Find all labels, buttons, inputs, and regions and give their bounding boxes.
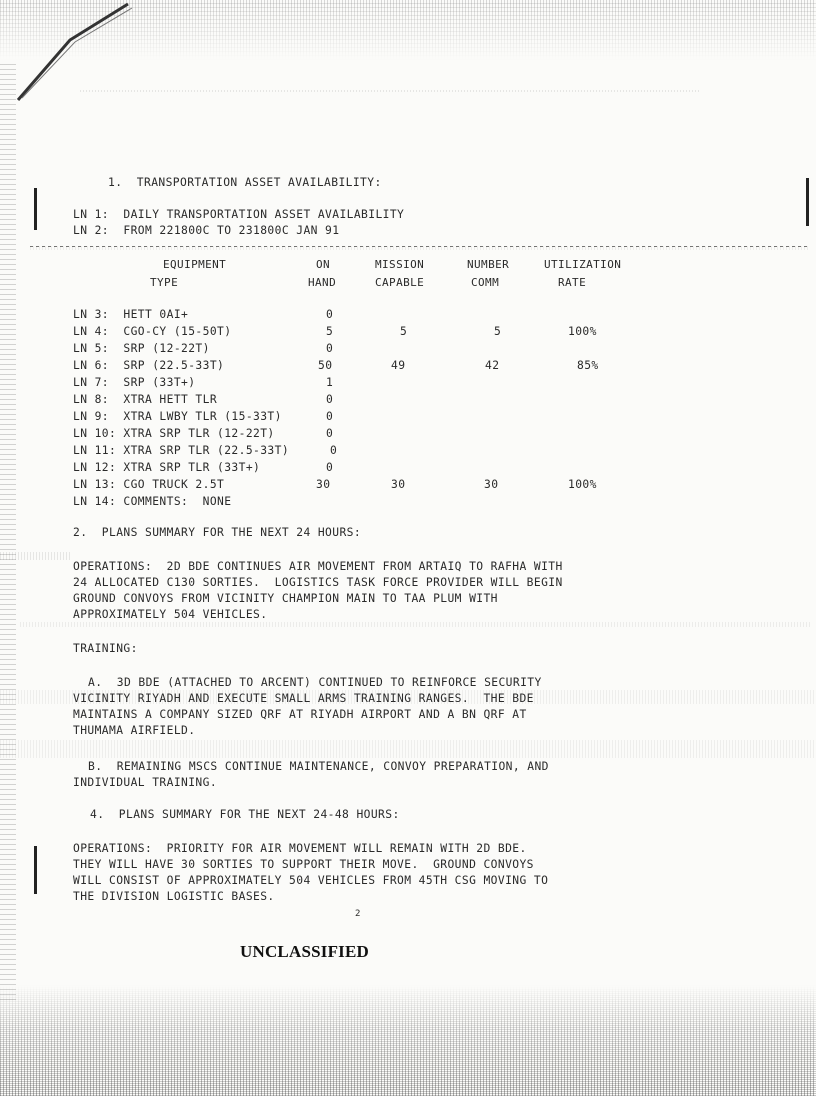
section4-operations-line-3: WILL CONSIST OF APPROXIMATELY 504 VEHICLES FROM 45TH CSG MOVING TO: [73, 874, 549, 887]
header-equipment-1: EQUIPMENT: [163, 258, 227, 271]
scan-noise-header: [30, 246, 810, 250]
row-on-hand: 5: [326, 325, 334, 338]
margin-bracket-left-top: [34, 188, 37, 230]
margin-bracket-left-bottom: [34, 846, 37, 894]
row-number: 42: [485, 359, 500, 372]
section4-operations-line-1: OPERATIONS: PRIORITY FOR AIR MOVEMENT WILL REMAIN WITH 2D BDE.: [73, 842, 527, 855]
row-label: LN 9: XTRA LWBY TLR (15-33T): [73, 410, 282, 423]
operations-line-1: OPERATIONS: 2D BDE CONTINUES AIR MOVEMENT FROM ARTAIQ TO RAFHA WITH: [73, 560, 563, 573]
row-label: LN 7: SRP (33T+): [73, 376, 196, 389]
section1-line-2: LN 2: FROM 221800C TO 231800C JAN 91: [73, 224, 340, 237]
operations-line-2: 24 ALLOCATED C130 SORTIES. LOGISTICS TASK FORCE PROVIDER WILL BEGIN: [73, 576, 563, 589]
row-rate: 85%: [577, 359, 599, 372]
row-on-hand: 0: [326, 308, 334, 321]
row-label: LN 3: HETT 0AI+: [73, 308, 189, 321]
header-number-1: NUMBER: [467, 258, 510, 271]
row-label: LN 12: XTRA SRP TLR (33T+): [73, 461, 261, 474]
row-on-hand: 1: [326, 376, 334, 389]
row-on-hand: 0: [326, 461, 334, 474]
row-label: LN 14: COMMENTS: NONE: [73, 495, 232, 508]
training-a-line-4: THUMAMA AIRFIELD.: [73, 724, 196, 737]
row-label: LN 11: XTRA SRP TLR (22.5-33T): [73, 444, 290, 457]
training-a-line-1: A. 3D BDE (ATTACHED TO ARCENT) CONTINUED TO REINFORCE SECURITY: [88, 676, 542, 689]
row-number: 5: [494, 325, 502, 338]
scan-noise-mid-3: [0, 690, 816, 704]
scan-noise-mid-4: [0, 740, 816, 758]
row-on-hand: 0: [330, 444, 338, 457]
section1-heading: 1. TRANSPORTATION ASSET AVAILABILITY:: [108, 176, 382, 189]
section4-operations-line-4: THE DIVISION LOGISTIC BASES.: [73, 890, 275, 903]
scan-noise-band: [80, 90, 700, 92]
row-on-hand: 30: [316, 478, 331, 491]
section4-heading: 4. PLANS SUMMARY FOR THE NEXT 24-48 HOURS:: [90, 808, 400, 821]
row-mission: 49: [391, 359, 406, 372]
row-label: LN 6: SRP (22.5-33T): [73, 359, 225, 372]
row-rate: 100%: [568, 478, 597, 491]
scan-noise-mid-2: [20, 622, 810, 627]
operations-line-4: APPROXIMATELY 504 VEHICLES.: [73, 608, 268, 621]
training-a-line-3: MAINTAINS A COMPANY SIZED QRF AT RIYADH AIRPORT AND A BN QRF AT: [73, 708, 527, 721]
classification-marking: UNCLASSIFIED: [240, 942, 369, 961]
scan-noise-bottom: [0, 985, 816, 1096]
row-label: LN 5: SRP (12-22T): [73, 342, 210, 355]
row-label: LN 13: CGO TRUCK 2.5T: [73, 478, 225, 491]
header-number-2: COMM: [471, 276, 500, 289]
row-mission: 5: [400, 325, 408, 338]
row-on-hand: 0: [326, 342, 334, 355]
section1-line-1: LN 1: DAILY TRANSPORTATION ASSET AVAILABILITY: [73, 208, 405, 221]
row-on-hand: 50: [318, 359, 333, 372]
page-mark: 2: [355, 909, 361, 919]
scan-corner-fold: [0, 0, 140, 110]
section2-heading: 2. PLANS SUMMARY FOR THE NEXT 24 HOURS:: [73, 526, 362, 539]
row-mission: 30: [391, 478, 406, 491]
operations-line-3: GROUND CONVOYS FROM VICINITY CHAMPION MAIN TO TAA PLUM WITH: [73, 592, 498, 605]
row-rate: 100%: [568, 325, 597, 338]
row-on-hand: 0: [326, 427, 334, 440]
training-b-line-2: INDIVIDUAL TRAINING.: [73, 776, 218, 789]
training-b-line-1: B. REMAINING MSCS CONTINUE MAINTENANCE, CONVOY PREPARATION, AND: [88, 760, 549, 773]
training-label: TRAINING:: [73, 642, 138, 655]
margin-bracket-right-top: [806, 178, 809, 226]
row-on-hand: 0: [326, 393, 334, 406]
header-mission-1: MISSION: [375, 258, 425, 271]
row-label: LN 4: CGO-CY (15-50T): [73, 325, 232, 338]
row-label: LN 10: XTRA SRP TLR (12-22T): [73, 427, 275, 440]
row-label: LN 8: XTRA HETT TLR: [73, 393, 218, 406]
scan-noise-mid-1: [0, 552, 70, 560]
row-number: 30: [484, 478, 499, 491]
header-on-1: ON: [316, 258, 331, 271]
training-a-line-2: VICINITY RIYADH AND EXECUTE SMALL ARMS TRAINING RANGES. THE BDE: [73, 692, 534, 705]
row-on-hand: 0: [326, 410, 334, 423]
header-util-1: UTILIZATION: [544, 258, 622, 271]
scan-left-edge: [0, 60, 16, 1000]
header-mission-2: CAPABLE: [375, 276, 425, 289]
header-util-2: RATE: [558, 276, 587, 289]
section4-operations-line-2: THEY WILL HAVE 30 SORTIES TO SUPPORT THEIR MOVE. GROUND CONVOYS: [73, 858, 534, 871]
header-on-2: HAND: [308, 276, 337, 289]
header-equipment-2: TYPE: [150, 276, 179, 289]
